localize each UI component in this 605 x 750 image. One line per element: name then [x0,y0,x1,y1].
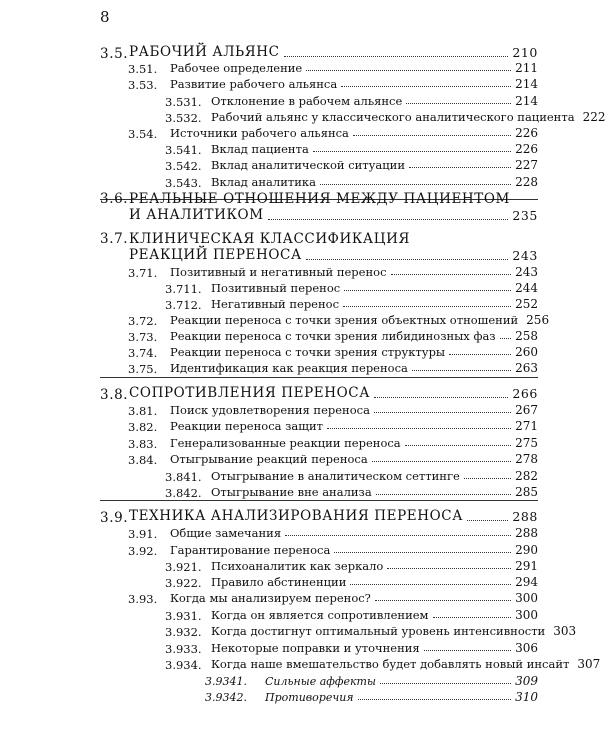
toc-entry-page: 256 [526,313,550,327]
toc-entry-number: 3.934. [165,658,202,672]
toc-entry[interactable] [211,656,601,671]
toc-entry[interactable] [211,109,605,124]
toc-entry-title: Вклад аналитика [211,174,316,189]
toc-entry-title: Генерализованные реакции переноса [170,435,401,450]
toc-entry-title: Позитивный перенос [211,280,341,295]
dot-leader [353,135,511,136]
page-number: 8 [100,8,110,26]
dot-leader [343,306,511,307]
dot-leader [344,290,511,291]
toc-entry[interactable] [129,46,538,60]
toc-entry-number: 3.72. [128,314,158,328]
toc-entry-number: 3.932. [165,625,202,639]
toc-entry-number: 3.91. [128,527,158,541]
toc-entry-page: 243 [512,248,538,263]
toc-entry-number: 3.933. [165,642,202,656]
toc-entry[interactable] [129,209,538,223]
toc-entry[interactable] [265,675,538,687]
toc-entry-page: 271 [515,419,538,433]
toc-entry-number: 3.9. [100,510,129,526]
toc-entry-title-line1: КЛИНИЧЕСКАЯ КЛАССИФИКАЦИЯ [129,231,410,247]
toc-entry-page: 263 [515,361,538,375]
dot-leader [424,650,511,651]
toc-entry-title: Поиск удовлетворения переноса [170,402,370,417]
toc-entry[interactable] [211,159,538,171]
toc-entry-page: 243 [515,265,538,279]
dot-leader [391,274,512,275]
toc-entry-title: РЕАКЦИЙ ПЕРЕНОСА [129,247,302,263]
toc-entry[interactable] [170,420,538,432]
toc-entry[interactable] [170,346,538,358]
dot-leader [387,568,511,569]
toc-entry-number: 3.81. [128,404,158,418]
toc-entry[interactable] [170,404,538,416]
toc-entry-page: 290 [515,543,538,557]
dot-leader [285,535,511,536]
section-divider [100,500,538,501]
toc-entry[interactable] [170,330,538,342]
toc-entry[interactable] [170,453,538,465]
toc-entry-page: 303 [553,624,577,638]
toc-entry-page: 252 [515,297,538,311]
toc-entry-title: Реакции переноса с точки зрения объектных отношений [170,312,519,327]
toc-entry-title: Противоречия [265,691,354,704]
toc-entry-title: Позитивный и негативный перенос [170,264,387,279]
dot-leader [327,428,511,429]
toc-entry[interactable] [211,470,538,482]
toc-entry[interactable] [211,609,538,621]
dot-leader [464,478,511,479]
toc-entry-number: 3.541. [165,143,202,157]
toc-entry-number: 3.9342. [205,691,247,704]
toc-entry-number: 3.8. [100,387,129,403]
toc-entry[interactable] [265,691,538,703]
toc-entry-title: Рабочее определение [170,60,303,75]
toc-entry-page: 291 [515,559,538,573]
toc-entry-title: Отыгрывание вне анализа [211,484,372,499]
dot-leader [320,184,511,185]
toc-entry-page: 310 [515,690,538,704]
toc-entry-page: 210 [512,45,538,60]
toc-entry[interactable] [129,387,538,401]
toc-entry-page: 222 [582,110,605,124]
toc-entry-title: Некоторые поправки и уточнения [211,640,420,655]
toc-entry-number: 3.841. [165,470,202,484]
toc-entry-title: Реакции переноса защит [170,418,323,433]
toc-entry-title: Вклад пациента [211,141,309,156]
dot-leader [375,600,511,601]
toc-entry-page: 226 [515,126,538,140]
toc-entry[interactable] [170,362,538,374]
toc-entry[interactable] [170,266,538,278]
toc-entry-page: 306 [515,641,538,655]
dot-leader [433,617,512,618]
toc-entry[interactable] [211,560,538,572]
dot-leader [374,412,511,413]
toc-entry-title: Реакции переноса с точки зрения структуры [170,344,446,359]
dot-leader [405,445,511,446]
toc-entry-page: 278 [515,452,538,466]
toc-entry-title: Отклонение в рабочем альянсе [211,93,403,108]
toc-entry-title: Рабочий альянс у классического аналитического пациента [211,109,575,124]
toc-entry-number: 3.54. [128,127,158,141]
toc-entry[interactable] [129,249,538,263]
toc-entry[interactable] [211,143,538,155]
toc-entry-title: СОПРОТИВЛЕНИЯ ПЕРЕНОСА [129,385,371,401]
toc-entry[interactable] [170,437,538,449]
dot-leader [313,151,511,152]
dot-leader [406,103,511,104]
dot-leader [374,397,508,398]
dot-leader [412,370,511,371]
toc-entry-number: 3.542. [165,159,202,173]
toc-entry-number: 3.74. [128,346,158,360]
toc-entry[interactable] [211,298,538,310]
toc-entry[interactable] [170,62,538,74]
toc-entry[interactable] [170,544,538,556]
toc-entry[interactable] [170,592,538,604]
toc-entry[interactable] [211,95,538,107]
toc-entry-title: ТЕХНИКА АНАЛИЗИРОВАНИЯ ПЕРЕНОСА [129,508,464,524]
toc-entry[interactable] [170,527,538,539]
dot-leader [358,699,512,700]
toc-entry-number: 3.931. [165,609,202,623]
toc-entry-title: Общие замечания [170,525,282,540]
toc-entry-title-line1: РЕАЛЬНЫЕ ОТНОШЕНИЯ МЕЖДУ ПАЦИЕНТОМ [129,191,510,207]
toc-entry-number: 3.9341. [205,675,247,688]
toc-entry-title: Отыгрывание в аналитическом сеттинге [211,468,460,483]
toc-entry-page: 214 [515,94,538,108]
toc-entry-title: Гарантирование переноса [170,542,331,557]
dot-leader [449,354,511,355]
toc-entry-page: 266 [512,386,538,401]
toc-entry-number: 3.75. [128,362,158,376]
toc-entry-number: 3.5. [100,46,129,62]
toc-entry-number: 3.84. [128,453,158,467]
toc-entry-page: 294 [515,575,538,589]
toc-entry-title: Отыгрывание реакций переноса [170,451,368,466]
toc-entry-page: 228 [515,175,538,189]
toc-entry[interactable] [170,312,550,327]
toc-entry-number: 3.93. [128,592,158,606]
toc-entry-page: 300 [515,608,538,622]
toc-entry-page: 214 [515,77,538,91]
toc-entry-title: И АНАЛИТИКОМ [129,207,264,223]
toc-entry-page: 227 [515,158,538,172]
toc-entry-title: Идентификация как реакция переноса [170,360,408,375]
dot-leader [350,584,511,585]
dot-leader [409,167,511,168]
toc-entry[interactable] [211,486,538,498]
toc-entry[interactable] [211,642,538,654]
toc-entry-title: Когда он является сопротивлением [211,607,429,622]
dot-leader [372,461,511,462]
toc-entry-number: 3.51. [128,62,158,76]
toc-entry-title: Реакции переноса с точки зрения либидинозных фаз [170,328,496,343]
toc-entry[interactable] [211,282,538,294]
toc-entry[interactable] [129,510,538,524]
toc-entry-page: 282 [515,469,538,483]
toc-entry[interactable] [170,78,538,90]
toc-entry-title: Источники рабочего альянса [170,125,349,140]
toc-entry-page: 275 [515,436,538,450]
toc-entry-number: 3.543. [165,176,202,190]
dot-leader [341,86,511,87]
toc-entry-number: 3.531. [165,95,202,109]
toc-entry[interactable] [211,176,538,188]
section-divider [100,377,538,378]
toc-entry-page: 300 [515,591,538,605]
dot-leader [284,56,509,57]
dot-leader [334,552,511,553]
toc-entry-number: 3.711. [165,282,202,296]
toc-entry-number: 3.83. [128,437,158,451]
toc-entry-title: Развитие рабочего альянса [170,76,338,91]
dot-leader [500,338,512,339]
toc-entry-title: Когда мы анализируем перенос? [170,590,371,605]
toc-entry-page: 309 [515,674,538,688]
toc-entry-number: 3.82. [128,420,158,434]
dot-leader [268,219,509,220]
dot-leader [306,259,509,260]
toc-entry-number: 3.73. [128,330,158,344]
toc-entry-page: 307 [577,657,601,671]
toc-entry-page: 267 [515,403,538,417]
toc-entry[interactable] [211,576,538,588]
toc-entry[interactable] [170,127,538,139]
toc-entry-number: 3.6. [100,191,129,207]
toc-entry-title: Психоаналитик как зеркало [211,558,384,573]
toc-entry-number: 3.712. [165,298,202,312]
toc-entry-title: Негативный перенос [211,296,340,311]
toc-entry-title: РАБОЧИЙ АЛЬЯНС [129,44,280,60]
toc-entry-number: 3.921. [165,560,202,574]
dot-leader [467,520,508,521]
toc-entry-title: Когда достигнут оптимальный уровень интенсивности [211,623,546,638]
toc-entry-page: 288 [512,509,538,524]
toc-entry-page: 285 [515,485,538,499]
dot-leader [306,70,511,71]
toc-entry-page: 288 [515,526,538,540]
toc-entry-page: 260 [515,345,538,359]
toc-entry-page: 235 [512,208,538,223]
toc-entry-title: Вклад аналитической ситуации [211,157,406,172]
toc-entry-number: 3.922. [165,576,202,590]
toc-entry-number: 3.53. [128,78,158,92]
toc-entry-page: 211 [515,61,538,75]
toc-entry-number: 3.71. [128,266,158,280]
dot-leader [380,683,511,684]
toc-entry-page: 226 [515,142,538,156]
toc-entry-title: Правило абстиненции [211,574,347,589]
toc-entry-page: 244 [515,281,538,295]
dot-leader [376,494,511,495]
toc-entry-number: 3.92. [128,544,158,558]
toc-entry-number: 3.842. [165,486,202,500]
toc-entry-number: 3.532. [165,111,202,125]
toc-entry-title: Когда наше вмешательство будет добавлять новый инсайт [211,656,570,671]
toc-entry[interactable] [211,623,577,638]
toc-entry-number: 3.7. [100,231,129,247]
toc-entry-page: 258 [515,329,538,343]
toc-entry-title: Сильные аффекты [265,675,376,688]
